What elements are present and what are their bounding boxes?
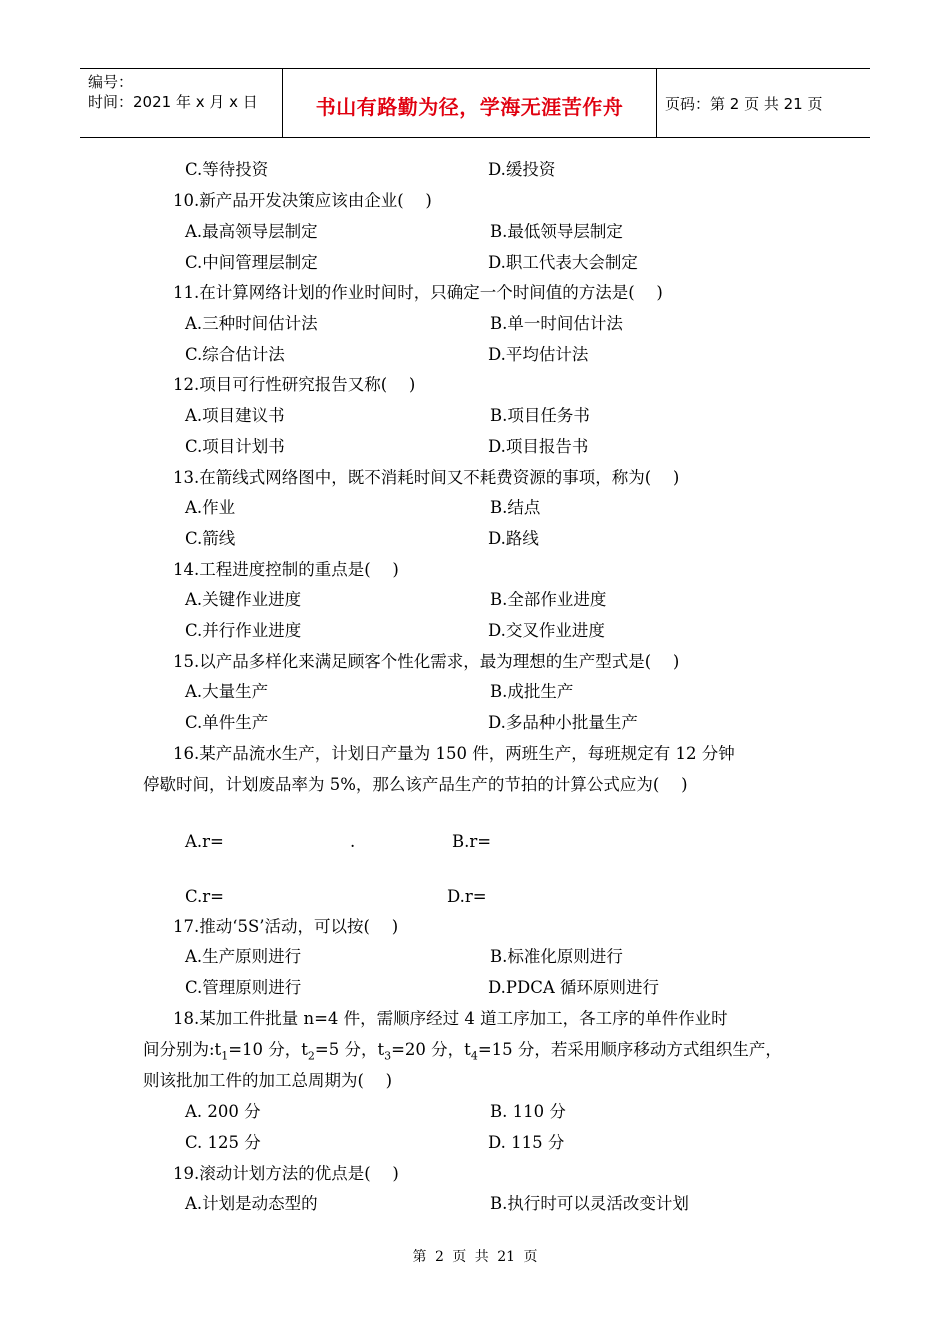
question-stem: 11.在计算网络计划的作业时间时，只确定一个时间值的方法是( ) [173, 283, 663, 302]
option-a: A.大量生产 [185, 682, 269, 701]
question-stem: 10.新产品开发决策应该由企业( ) [173, 191, 432, 210]
header-motto-cell [283, 69, 657, 137]
option-b: B.r= [452, 832, 492, 851]
code-label: 编号： [88, 73, 134, 91]
option-a: A.项目建议书 [185, 406, 285, 425]
option-c: C.r= [185, 887, 224, 906]
stem-text: =15 分，若采用顺序移动方式组织生产， [477, 1040, 782, 1059]
option-d: D.平均估计法 [488, 345, 589, 364]
option-c: C.中间管理层制定 [185, 253, 318, 272]
question-stem-continued [143, 1039, 782, 1067]
stem-text: =10 分，t [228, 1040, 308, 1059]
time-label: 时间：2021 年 x 月 x 日 [88, 93, 258, 111]
option-d: D.职工代表大会制定 [488, 253, 638, 272]
option-b: B.单一时间估计法 [490, 314, 623, 333]
option-c: C.并行作业进度 [185, 621, 302, 640]
option-d: D.交叉作业进度 [488, 621, 605, 640]
stem-text: 间分别为:t [143, 1040, 222, 1059]
option-a: A.最高领导层制定 [185, 222, 318, 241]
option-b: B.最低领导层制定 [490, 222, 623, 241]
option-a: A.三种时间估计法 [185, 314, 318, 333]
question-stem: 12.项目可行性研究报告又称( ) [173, 375, 416, 394]
option-d: D.多品种小批量生产 [488, 713, 638, 732]
option-b: B.执行时可以灵活改变计划 [490, 1194, 689, 1213]
option-b: B.标准化原则进行 [490, 947, 623, 966]
option-d: D.缓投资 [488, 160, 556, 179]
subscript: 3 [384, 1049, 392, 1063]
page-header [80, 68, 870, 138]
question-stem: 19.滚动计划方法的优点是( ) [173, 1164, 399, 1183]
motto: 书山有路勤为径，学海无涯苦作舟 [315, 95, 624, 119]
page-label: 页码：第 2 页 共 21 页 [665, 95, 823, 113]
option-c: C. 125 分 [185, 1133, 261, 1152]
question-stem: 13.在箭线式网络图中，既不消耗时间又不耗费资源的事项，称为( ) [173, 468, 680, 487]
stem-text: =20 分，t [391, 1040, 471, 1059]
header-meta [80, 69, 283, 137]
option-d: D.r= [447, 887, 487, 906]
question-stem: 16.某产品流水生产，计划日产量为 150 件，两班生产，每班规定有 12 分钟 [173, 744, 735, 763]
subscript: 2 [307, 1049, 315, 1063]
page-footer: 第 2 页 共 21 页 [412, 1249, 538, 1265]
option-d: D.PDCA 循环原则进行 [488, 978, 660, 997]
question-stem-continued: 停歇时间，计划废品率为 5%，那么该产品生产的节拍的计算公式应为( ) [143, 775, 688, 794]
option-a: A. 200 分 [185, 1102, 261, 1121]
option-c: C.等待投资 [185, 160, 269, 179]
option-c: C.项目计划书 [185, 437, 285, 456]
option-a: A.作业 [185, 498, 236, 517]
option-c: C.综合估计法 [185, 345, 285, 364]
option-c: C.管理原则进行 [185, 978, 302, 997]
option-a: A.生产原则进行 [185, 947, 302, 966]
option-a: A.r= [185, 832, 224, 851]
option-d: D.路线 [488, 529, 539, 548]
option-c: C.箭线 [185, 529, 236, 548]
stem-text: =5 分，t [314, 1040, 385, 1059]
option-d: D. 115 分 [488, 1133, 565, 1152]
option-d: D.项目报告书 [488, 437, 589, 456]
option-a: A.关键作业进度 [185, 590, 302, 609]
subscript: 1 [221, 1049, 229, 1063]
option-b: B.成批生产 [490, 682, 574, 701]
option-b: B.全部作业进度 [490, 590, 607, 609]
subscript: 4 [470, 1049, 478, 1063]
question-stem: 17.推动‘5S’活动，可以按( ) [173, 917, 399, 936]
option-b: B.项目任务书 [490, 406, 590, 425]
option-c: C.单件生产 [185, 713, 269, 732]
option-b: B. 110 分 [490, 1102, 566, 1121]
question-stem: 15.以产品多样化来满足顾客个性化需求，最为理想的生产型式是( ) [173, 652, 680, 671]
question-stem: 18.某加工件批量 n=4 件，需顺序经过 4 道工序加工，各工序的单件作业时 [173, 1009, 728, 1028]
option-a: A.计划是动态型的 [185, 1194, 318, 1213]
question-stem-continued: 则该批加工件的加工总周期为( ) [143, 1071, 393, 1090]
header-page-cell [657, 69, 870, 137]
question-stem: 14.工程进度控制的重点是( ) [173, 560, 399, 579]
stray-dot: . [350, 832, 356, 851]
option-b: B.结点 [490, 498, 541, 517]
